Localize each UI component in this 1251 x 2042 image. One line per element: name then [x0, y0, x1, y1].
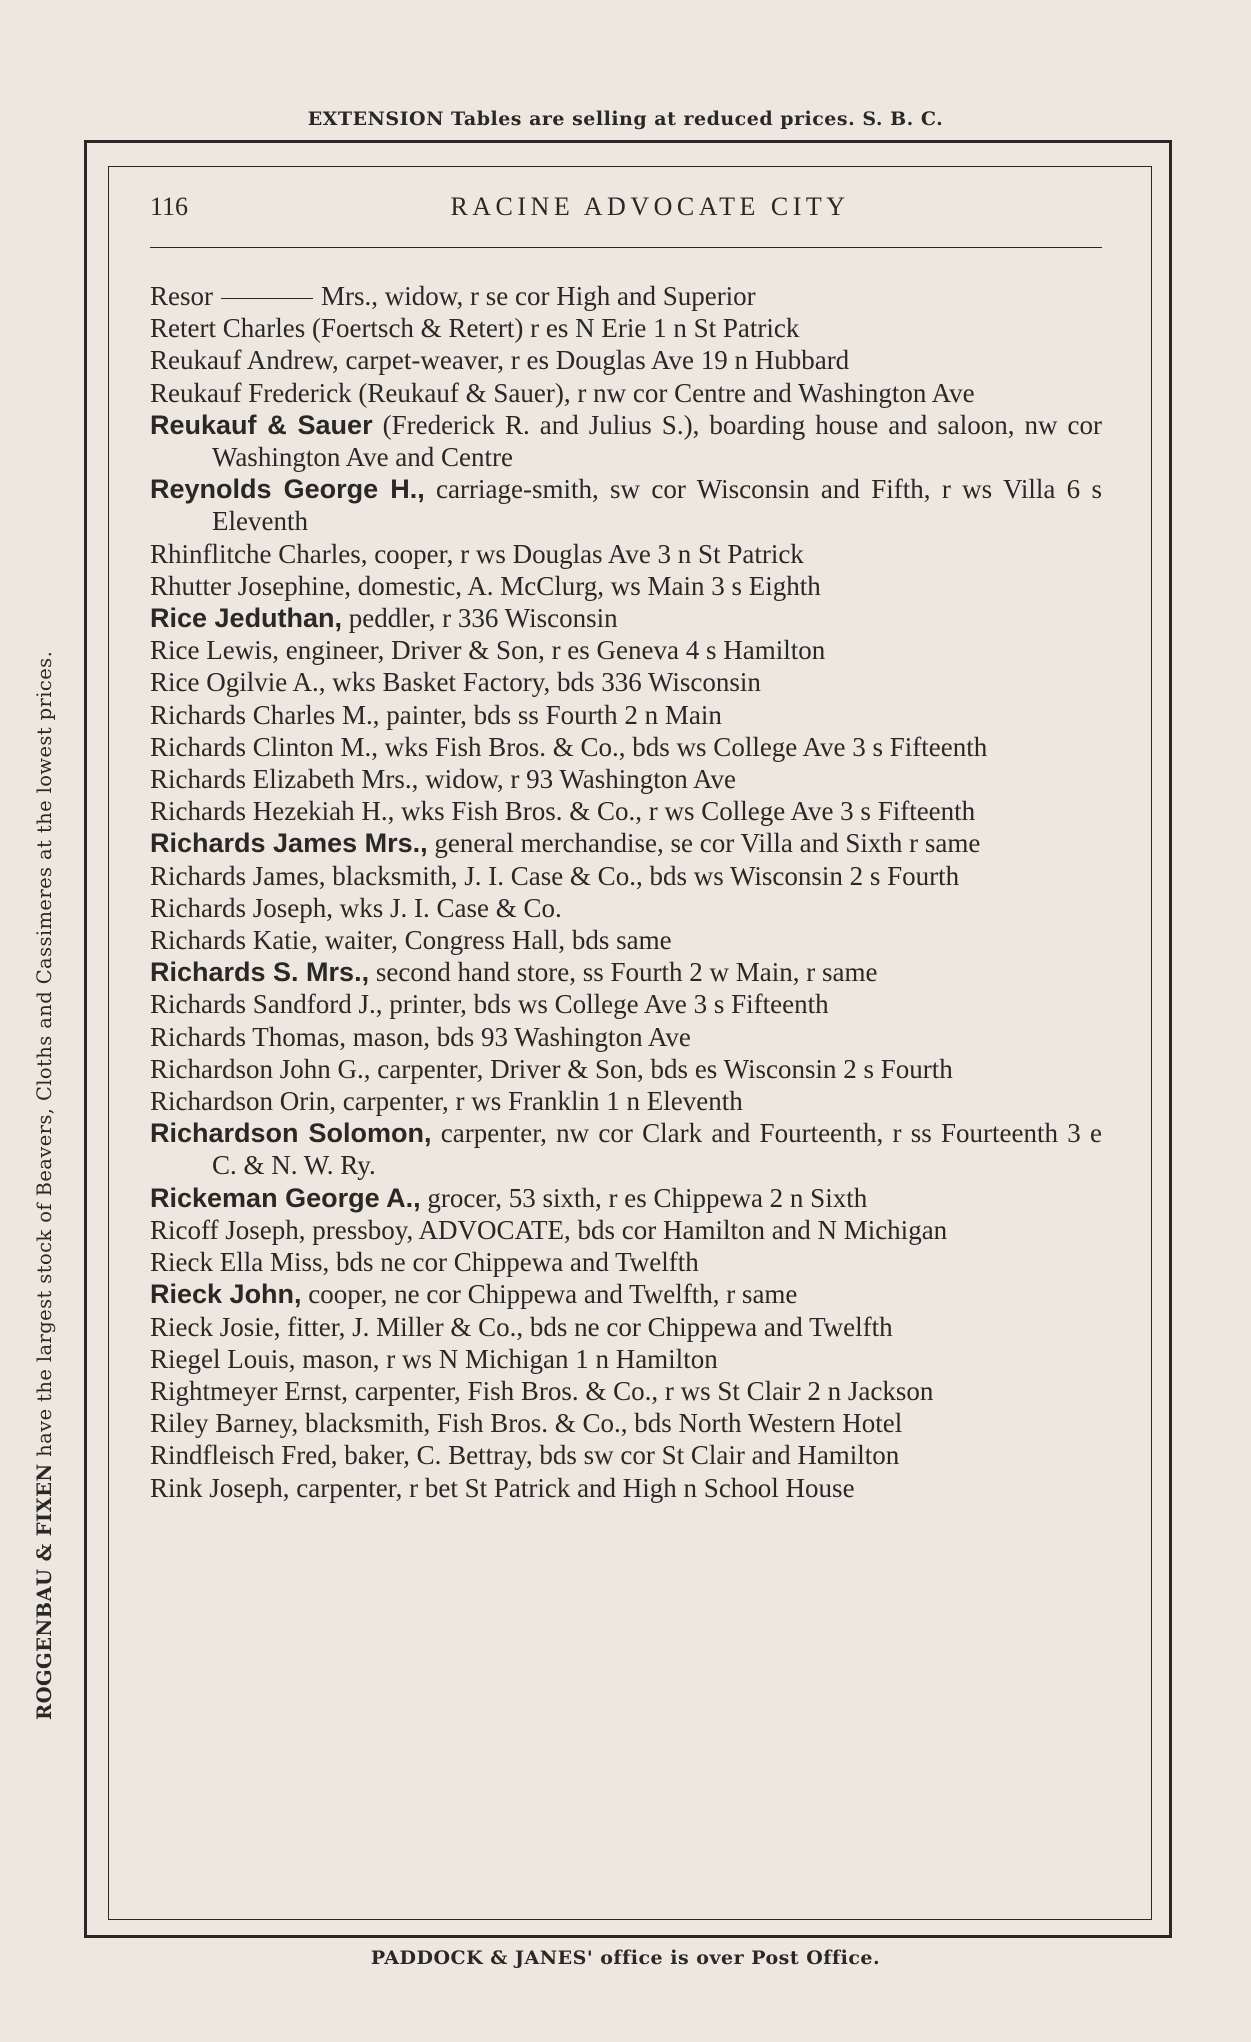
entry-name: Rindfleisch Fred, — [150, 1440, 338, 1471]
entry-details: painter, bds ss Fourth 2 n Main — [386, 699, 722, 730]
side-advertisement — [28, 380, 62, 1720]
directory-entry — [150, 1439, 1102, 1471]
entry-name: Rhutter Josephine, — [150, 570, 351, 601]
entry-name: Richards Elizabeth Mrs., — [150, 764, 419, 795]
entry-name: Rieck Josie, — [150, 1311, 281, 1342]
directory-entry — [150, 956, 1102, 988]
entry-name: Richards James Mrs., — [150, 828, 428, 859]
entry-name: Richards Charles M., — [150, 699, 380, 730]
directory-entry — [150, 860, 1102, 892]
entry-name: Riley Barney, — [150, 1408, 299, 1439]
directory-entry — [150, 1085, 1102, 1117]
entry-name: Richards S. Mrs., — [150, 957, 370, 988]
running-head: RACINE ADVOCATE CITY — [450, 192, 850, 221]
entry-name: Richards Thomas, — [150, 1021, 346, 1052]
directory-entry — [150, 1343, 1102, 1375]
entry-details: (Reukauf & Sauer), r nw cor Centre and Washington Ave — [358, 377, 975, 408]
entry-details: grocer, 53 sixth, r es Chippewa 2 n Sixth — [427, 1182, 868, 1213]
directory-entry — [150, 1021, 1102, 1053]
side-ad-firm: ROGGENBAU & FIXEN — [33, 1463, 56, 1720]
entry-details: pressboy, ADVOCATE, bds cor Hamilton and N Michigan — [312, 1214, 948, 1245]
directory-entry — [150, 731, 1102, 763]
footer-advertisement: PADDOCK & JANES' office is over Post Office. — [370, 1947, 881, 1969]
entry-name: Rickeman George A., — [150, 1182, 421, 1213]
directory-entry — [150, 377, 1102, 409]
entry-name: Reukauf Andrew, — [150, 345, 339, 376]
entry-name: Richardson Orin, — [150, 1086, 336, 1117]
directory-entry — [150, 1278, 1102, 1310]
directory-entry — [150, 602, 1102, 634]
directory-entry — [150, 1311, 1102, 1343]
side-ad-text: have the largest stock of Beavers, Cloths and Cassimeres at the lowest prices. — [33, 650, 56, 1457]
entry-name: Rice Ogilvie A., — [150, 667, 326, 698]
entry-details: general merchandise, se cor Villa and Sixth r same — [434, 828, 981, 859]
directory-entry — [150, 924, 1102, 956]
directory-entry — [150, 473, 1102, 537]
entry-details: second hand store, ss Fourth 2 w Main, r same — [375, 957, 878, 988]
entry-details: carpenter, Fish Bros. & Co., r ws St Clair 2 n Jackson — [354, 1375, 934, 1406]
directory-entry — [150, 1182, 1102, 1214]
page-number: 116 — [150, 192, 189, 221]
entry-name: Richards Sandford J., — [150, 989, 383, 1020]
directory-entry — [150, 570, 1102, 602]
directory-entry — [150, 1117, 1102, 1181]
directory-entry — [150, 1246, 1102, 1278]
entry-name: Ricoff Joseph, — [150, 1214, 306, 1245]
entry-name: Rink Joseph, — [150, 1472, 290, 1503]
entry-details: mason, r ws N Michigan 1 n Hamilton — [302, 1343, 718, 1374]
directory-entry — [150, 666, 1102, 698]
entry-details: domestic, A. McClurg, ws Main 3 s Eighth — [357, 570, 821, 601]
entry-details: wks Fish Bros. & Co., bds ws College Ave 3 s Fifteenth — [384, 731, 988, 762]
directory-entry — [150, 827, 1102, 859]
entry-details: mason, bds 93 Washington Ave — [352, 1021, 691, 1052]
directory-entry — [150, 892, 1102, 924]
entry-details: blacksmith, Fish Bros. & Co., bds North Western Hotel — [304, 1408, 903, 1439]
directory-entry — [150, 1214, 1102, 1246]
entry-details: carpenter, r bet St Patrick and High n School House — [296, 1472, 855, 1503]
entry-details: widow, r 93 Washington Ave — [425, 764, 736, 795]
entry-name: Retert Charles — [150, 313, 306, 344]
entry-details: fitter, J. Miller & Co., bds ne cor Chippewa and Twelfth — [287, 1311, 893, 1342]
entry-name: Richards Clinton M., — [150, 731, 378, 762]
entry-details: (Foertsch & Retert) r es N Erie 1 n St Patrick — [311, 313, 800, 344]
entry-name: Richards Hezekiah H., — [150, 796, 395, 827]
entry-details: peddler, r 336 Wisconsin — [348, 603, 618, 634]
header-rule — [150, 247, 1102, 248]
entry-name: Reynolds George H., — [150, 474, 425, 505]
entry-details: wks J. I. Case & Co. — [339, 892, 562, 923]
entry-details: carpenter, r ws Franklin 1 n Eleventh — [342, 1086, 743, 1117]
entry-name: Richardson Solomon, — [150, 1118, 432, 1149]
entry-details: wks Fish Bros. & Co., r ws College Ave 3 s Fifteenth — [401, 796, 976, 827]
entry-details: carpenter, nw cor Clark and Fourteenth, r ss Fourteenth 3 e C. & N. W. Ry. — [212, 1118, 1102, 1181]
entry-name: Rightmeyer Ernst, — [150, 1375, 348, 1406]
directory-entries — [150, 280, 1102, 1504]
directory-entry — [150, 538, 1102, 570]
directory-entry — [150, 699, 1102, 731]
directory-entry — [150, 344, 1102, 376]
directory-entry — [150, 795, 1102, 827]
entry-name: Rhinflitche Charles, — [150, 538, 368, 569]
entry-details: Mrs., widow, r se cor High and Superior — [321, 281, 756, 311]
entry-details: wks Basket Factory, bds 336 Wisconsin — [332, 667, 761, 698]
entry-details: carpenter, Driver & Son, bds es Wisconsin 2 s Fourth — [377, 1053, 953, 1084]
entry-details: blacksmith, J. I. Case & Co., bds ws Wisconsin 2 s Fourth — [332, 860, 960, 891]
directory-entry — [150, 280, 1102, 312]
entry-details: printer, bds ws College Ave 3 s Fifteenth — [389, 989, 829, 1020]
entry-details: cooper, ne cor Chippewa and Twelfth, r same — [308, 1279, 798, 1310]
entry-details: (Frederick R. and Julius S.), boarding house and saloon, nw cor Washington Ave and Centre — [212, 409, 1102, 473]
directory-entry — [150, 409, 1102, 473]
ditto-dash — [221, 298, 313, 299]
directory-entry — [150, 634, 1102, 666]
entry-name: Richards Katie, — [150, 925, 318, 956]
directory-entry — [150, 763, 1102, 795]
entry-details: cooper, r ws Douglas Ave 3 n St Patrick — [374, 538, 804, 569]
entry-name: Rieck John, — [150, 1279, 302, 1310]
entry-name: Richardson John G., — [150, 1053, 371, 1084]
entry-details: carpet-weaver, r es Douglas Ave 19 n Hubbard — [345, 345, 850, 376]
entry-details: bds ne cor Chippewa and Twelfth — [335, 1247, 699, 1278]
entry-name: Rieck Ella Miss, — [150, 1247, 330, 1278]
entry-name: Rice Jeduthan, — [150, 603, 343, 634]
entry-name: Resor — [150, 281, 213, 311]
directory-entry — [150, 1472, 1102, 1504]
entry-name: Riegel Louis, — [150, 1343, 296, 1374]
entry-details: carriage-smith, sw cor Wisconsin and Fifth, r ws Villa 6 s Eleventh — [212, 474, 1102, 537]
entry-name: Reukauf & Sauer — [150, 409, 373, 440]
entry-name: Reukauf Frederick — [150, 377, 352, 408]
directory-entry — [150, 988, 1102, 1020]
entry-name: Richards James, — [150, 860, 326, 891]
directory-entry — [150, 312, 1102, 344]
entry-details: engineer, Driver & Son, r es Geneva 4 s Hamilton — [285, 635, 826, 666]
entry-details: baker, C. Bettray, bds sw cor St Clair and Hamilton — [344, 1440, 900, 1471]
directory-entry — [150, 1053, 1102, 1085]
header-advertisement: EXTENSION Tables are selling at reduced prices. S. B. C. — [307, 108, 944, 130]
directory-entry — [150, 1375, 1102, 1407]
entry-name: Rice Lewis, — [150, 635, 279, 666]
directory-entry — [150, 1407, 1102, 1439]
entry-details: waiter, Congress Hall, bds same — [324, 925, 672, 956]
entry-name: Richards Joseph, — [150, 892, 333, 923]
